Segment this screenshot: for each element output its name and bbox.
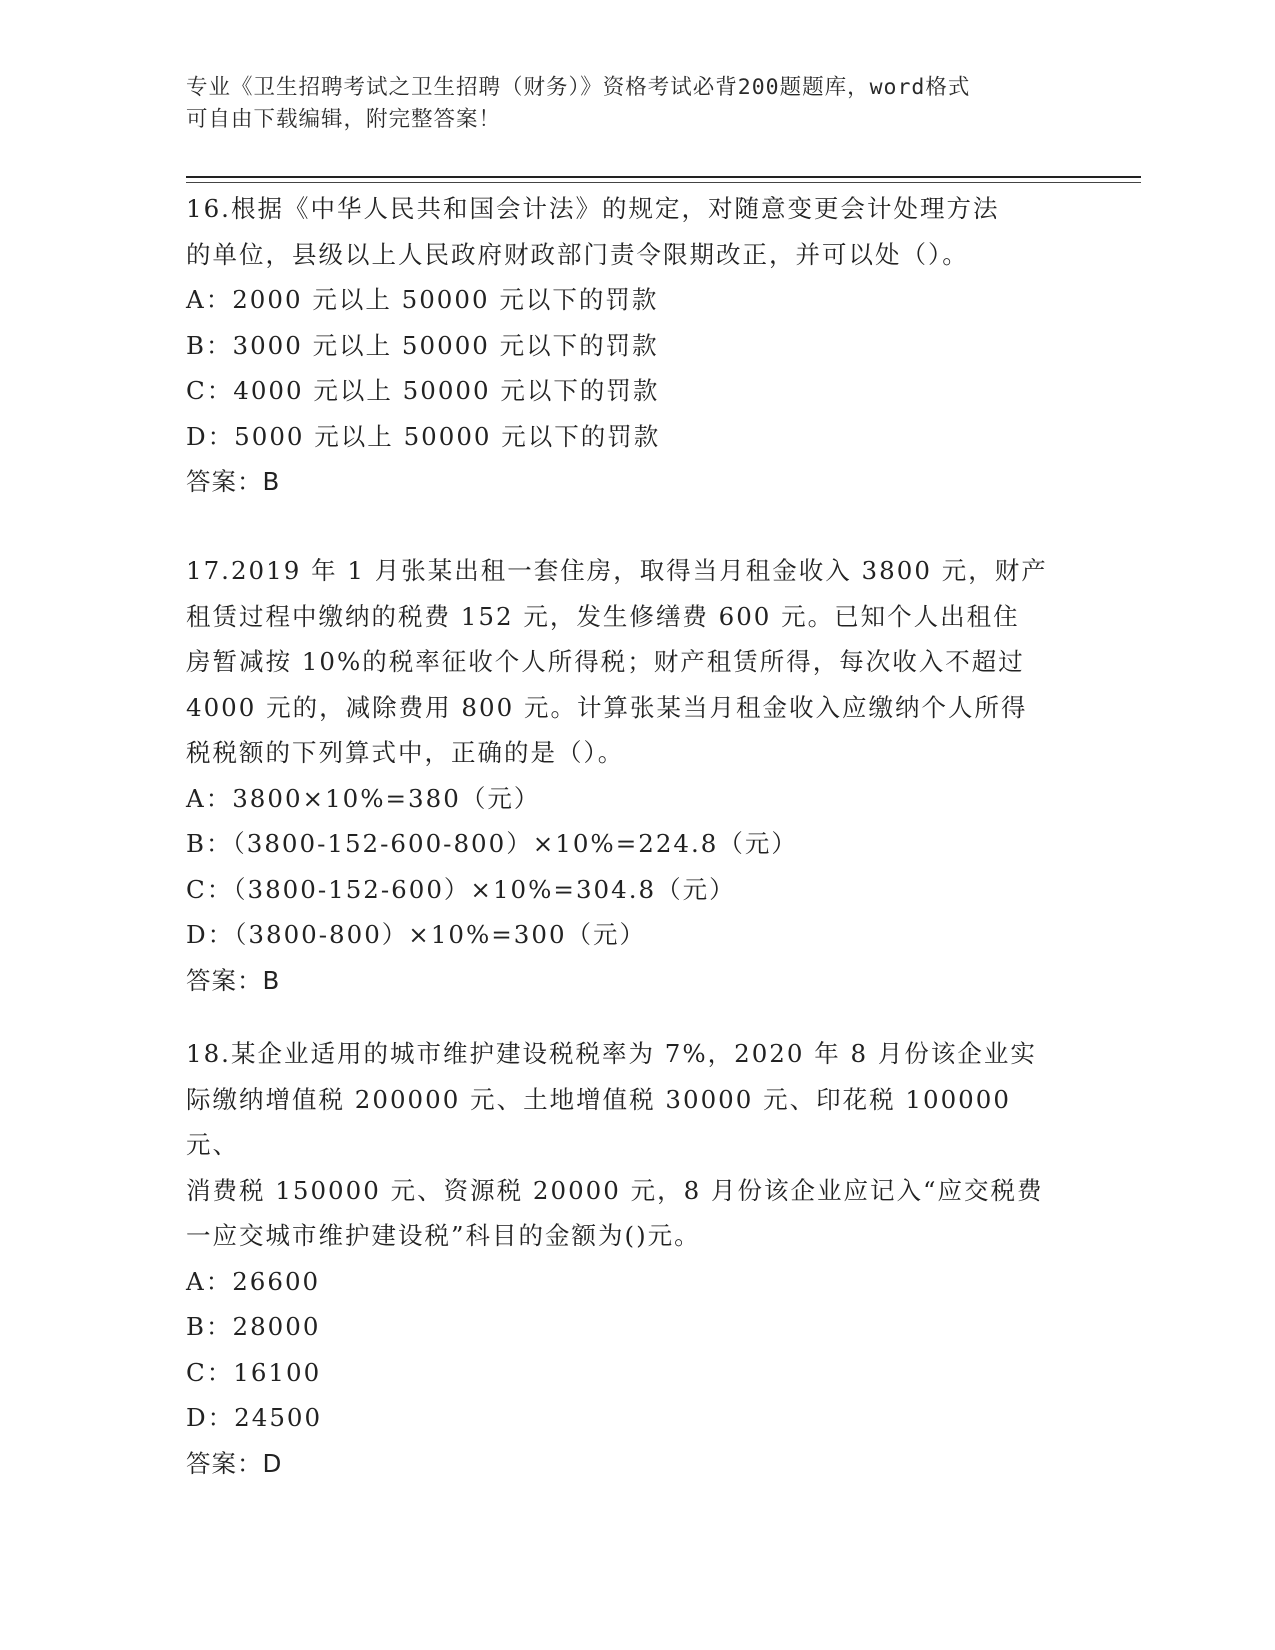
option-a: A：2000 元以上 50000 元以下的罚款	[186, 285, 659, 314]
question-stem-line: 房暂减按 10%的税率征收个人所得税；财产租赁所得，每次收入不超过	[186, 647, 1025, 676]
option-d: D：5000 元以上 50000 元以下的罚款	[186, 421, 661, 451]
question-stem-line: 17.2019 年 1 月张某出租一套住房，取得当月租金收入 3800 元，财产	[186, 556, 1048, 585]
option-b: B：28000	[186, 1312, 321, 1341]
header-line-2: 可自由下载编辑，附完整答案！	[186, 107, 502, 132]
question-stem-line: 的单位，县级以上人民政府财政部门责令限期改正，并可以处（）。	[186, 239, 969, 269]
question-17	[186, 548, 1066, 1003]
question-stem-line: 际缴纳增值税 200000 元、土地增值税 30000 元、印花税 100000 元、	[186, 1084, 1011, 1159]
header-divider-thick	[186, 176, 1141, 178]
option-a: A：3800×10%=380（元）	[186, 783, 541, 813]
option-a: A：26600	[186, 1266, 321, 1296]
header-line-1: 专业《卫生招聘考试之卫生招聘（财务）》资格考试必背200题题库，word格式	[186, 75, 971, 100]
option-c: C：4000 元以上 50000 元以下的罚款	[186, 376, 660, 405]
question-16	[186, 186, 1066, 505]
header-divider-thin	[186, 182, 1141, 183]
question-stem-line: 消费税 150000 元、资源税 20000 元，8 月份该企业应记入“应交税费	[186, 1175, 1044, 1205]
question-stem-line: 一应交城市维护建设税”科目的金额为()元。	[186, 1221, 701, 1250]
answer: 答案：B	[186, 467, 281, 496]
question-stem-line: 税税额的下列算式中，正确的是（）。	[186, 738, 625, 767]
question-stem-line: 18.某企业适用的城市维护建设税税率为 7%，2020 年 8 月份该企业实	[186, 1039, 1037, 1068]
answer: 答案：B	[186, 965, 281, 995]
question-stem-line: 4000 元的，减除费用 800 元。计算张某当月租金收入应缴纳个人所得	[186, 692, 1028, 722]
option-c: C：16100	[186, 1357, 322, 1387]
option-b: B：3000 元以上 50000 元以下的罚款	[186, 330, 659, 360]
question-stem-line: 16.根据《中华人民共和国会计法》的规定，对随意变更会计处理方法	[186, 194, 1000, 223]
question-18	[186, 1031, 1066, 1486]
option-d: D：24500	[186, 1403, 323, 1432]
document-header	[186, 72, 1066, 136]
option-c: C：（3800-152-600）×10%=304.8（元）	[186, 874, 736, 904]
answer: 答案：D	[186, 1448, 283, 1478]
option-b: B：（3800-152-600-800）×10%=224.8（元）	[186, 829, 798, 858]
option-d: D：（3800-800）×10%=300（元）	[186, 920, 647, 949]
question-stem-line: 租赁过程中缴纳的税费 152 元，发生修缮费 600 元。已知个人出租住	[186, 601, 1020, 631]
